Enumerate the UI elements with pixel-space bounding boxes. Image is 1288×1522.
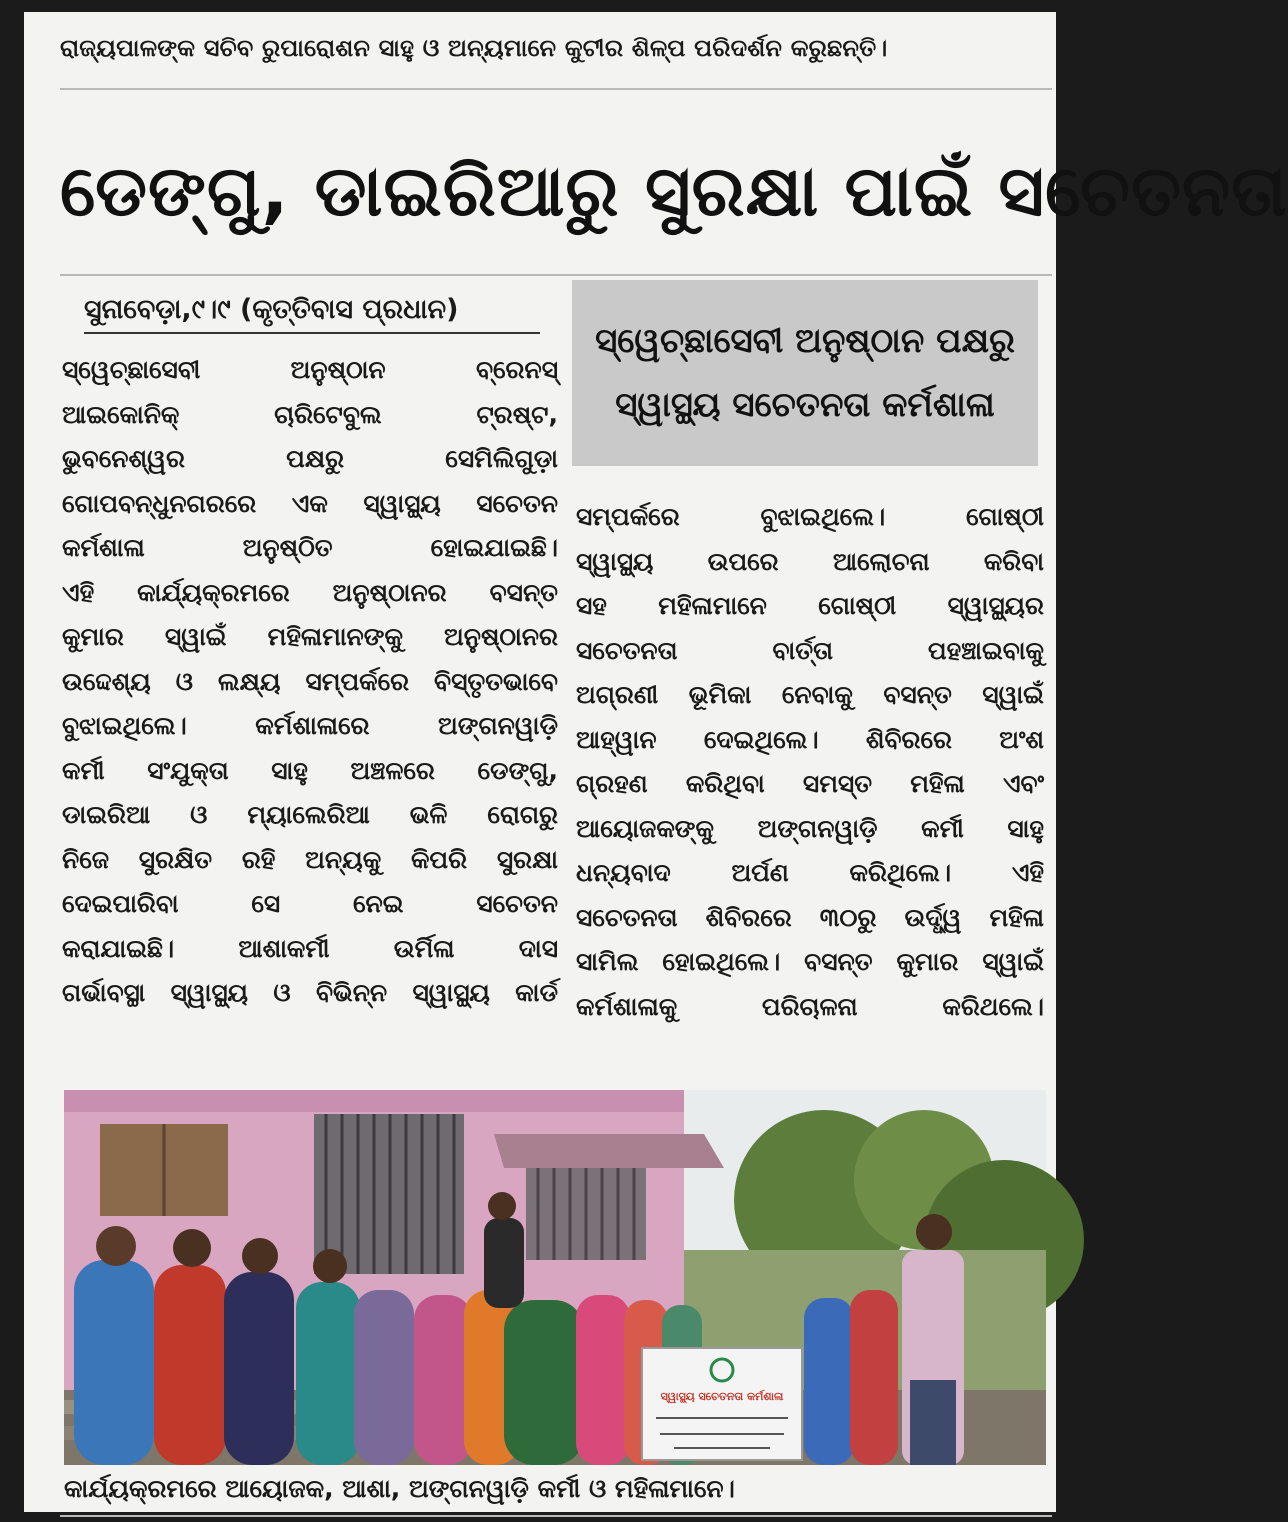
body-line: କୁମାର ସ୍ୱାଇଁ ମହିଳାମାନଙ୍କୁ ଅନୁଷ୍ଠାନର: [62, 622, 558, 651]
banner-text: ସ୍ୱାସ୍ଥ୍ୟ ସଚେତନତା କର୍ମଶାଳା: [660, 1390, 784, 1403]
body-line: କରାଯାଇଛି। ଆଶାକର୍ମୀ ଉର୍ମିଳା ଦାସ: [62, 933, 558, 963]
body-line: ଦେଇପାରିବା ସେ ନେଇ ସଚେତନ: [62, 889, 558, 918]
subheadline-box: [572, 280, 1038, 466]
group-photo-illustration: [64, 1090, 1046, 1465]
body-line: ଆୟୋଜକଙ୍କୁ ଅଙ୍ଗନୱାଡ଼ି କର୍ମୀ ସାହୁ: [576, 813, 1044, 843]
body-line: ସହ ମହିଳାମାନେ ଗୋଷ୍ଠୀ ସ୍ୱାସ୍ଥ୍ୟର: [576, 591, 1044, 620]
body-line: କର୍ମୀ ସଂଯୁକ୍ତା ସାହୁ ଅଞ୍ଚଳରେ ଡେଙ୍ଗୁ,: [62, 755, 558, 785]
body-line: ସ୍ୱେଚ୍ଛାସେବୀ ଅନୁଷ୍ଠାନ ବ୍ରେନସ୍: [62, 355, 558, 384]
divider-bottom: [60, 1515, 1052, 1517]
headline: ଡେଙ୍ଗୁ, ଡାଇରିଆରୁ ସୁରକ୍ଷା ପାଇଁ ସଚେତନତା: [60, 150, 1288, 232]
body-line: କର୍ମଶାଳା ଅନୁଷ୍ଠିତ ହୋଇଯାଇଛି।: [62, 533, 558, 562]
divider-headline: [60, 274, 1052, 276]
body-line: ସଚେତନତା ବାର୍ତ୍ତା ପହଞ୍ଚାଇବାକୁ: [576, 635, 1044, 665]
body-line: କର୍ମଶାଳାକୁ ପରିଚାଳନା କରିଥଲେ।: [576, 991, 1044, 1021]
divider-top: [60, 88, 1052, 90]
body-line: ନିଜେ ସୁରକ୍ଷିତ ରହି ଅନ୍ୟକୁ କିପରି ସୁରକ୍ଷା: [62, 844, 558, 874]
subheadline-line-2: ସ୍ୱାସ୍ଥ୍ୟ ସଚେତନତା କର୍ମଶାଳା: [615, 385, 995, 425]
dateline: ସୁନାବେଡ଼ା,୯।୯ (କୃତ୍ତିବାସ ପ୍ରଧାନ): [84, 294, 459, 325]
body-line: ଗର୍ଭାବସ୍ଥା ସ୍ୱାସ୍ଥ୍ୟ ଓ ବିଭିନ୍ନ ସ୍ୱାସ୍ଥ୍ୟ କାର୍ଡ: [62, 978, 558, 1007]
body-column-left: [62, 348, 558, 1016]
newspaper-clipping: [24, 12, 1288, 1512]
body-line: ଉଦ୍ଦେଶ୍ୟ ଓ ଲକ୍ଷ୍ୟ ସମ୍ପର୍କରେ ବିସ୍ତୃତଭାବେ: [62, 666, 558, 696]
subheadline-line-1: ସ୍ୱେଚ୍ଛାସେବୀ ଅନୁଷ୍ଠାନ ପକ୍ଷରୁ: [595, 321, 1015, 361]
body-column-right: [576, 495, 1044, 1029]
body-line: ସମ୍ପର୍କରେ ବୁଝାଇଥିଲେ। ଗୋଷ୍ଠୀ: [576, 502, 1044, 531]
group-photo: [64, 1090, 1046, 1465]
body-line: ବୁଝାଇଥିଲେ। କର୍ମଶାଳାରେ ଅଙ୍ଗନୱାଡ଼ି: [62, 711, 558, 740]
body-line: ସଚେତନତା ଶିବିରରେ ୩୦ରୁ ଉର୍ଦ୍ଧ୍ୱ ମହିଳା: [576, 902, 1044, 932]
previous-story-caption: ରାଜ୍ୟପାଳଙ୍କ ସଚିବ ରୁପାରୋଶନ ସାହୁ ଓ ଅନ୍ୟମାନେ କୁଟୀର ଶିଳ୍ପ ପରିଦର୍ଶନ କରୁଛନ୍ତି।: [60, 34, 888, 62]
body-line: ଆହ୍ୱାନ ଦେଇଥିଲେ। ଶିବିରରେ ଅଂଶ: [576, 724, 1044, 754]
body-line: ଆଇକୋନିକ୍ ଚାରିଟେବୁଲ ଟ୍ରଷ୍ଟ,: [62, 399, 558, 429]
body-line: ଗୋପବନ୍ଧୁନଗରରେ ଏକ ସ୍ୱାସ୍ଥ୍ୟ ସଚେତନ: [62, 488, 558, 518]
body-line: ସାମିଲ ହୋଇଥିଲେ। ବସନ୍ତ କୁମାର ସ୍ୱାଇଁ: [576, 947, 1044, 976]
body-line: ଅଗ୍ରଣୀ ଭୂମିକା ନେବାକୁ ବସନ୍ତ ସ୍ୱାଇଁ: [576, 680, 1044, 709]
body-line: ସ୍ୱାସ୍ଥ୍ୟ ଉପରେ ଆଲୋଚନା କରିବା: [576, 546, 1044, 576]
body-line: ଡାଇରିଆ ଓ ମ୍ୟାଲେରିଆ ଭଳି ରୋଗରୁ: [62, 800, 558, 829]
photo-caption: କାର୍ଯ୍ୟକ୍ରମରେ ଆୟୋଜକ, ଆଶା, ଅଙ୍ଗନୱାଡ଼ି କର୍ମୀ ଓ ମହିଳାମାନେ।: [64, 1474, 735, 1503]
body-line: ଗ୍ରହଣ କରିଥିବା ସମସ୍ତ ମହିଳା ଏବଂ: [576, 769, 1044, 798]
body-line: ଧନ୍ୟବାଦ ଅର୍ପଣ କରିଥିଲେ। ଏହି: [576, 858, 1044, 887]
dateline-underline: [84, 332, 540, 334]
body-line: ଭୁବନେଶ୍ୱର ପକ୍ଷରୁ ସେମିଲିଗୁଡ଼ା: [62, 444, 558, 473]
body-line: ଏହି କାର୍ଯ୍ୟକ୍ରମରେ ଅନୁଷ୍ଠାନର ବସନ୍ତ: [62, 577, 558, 607]
